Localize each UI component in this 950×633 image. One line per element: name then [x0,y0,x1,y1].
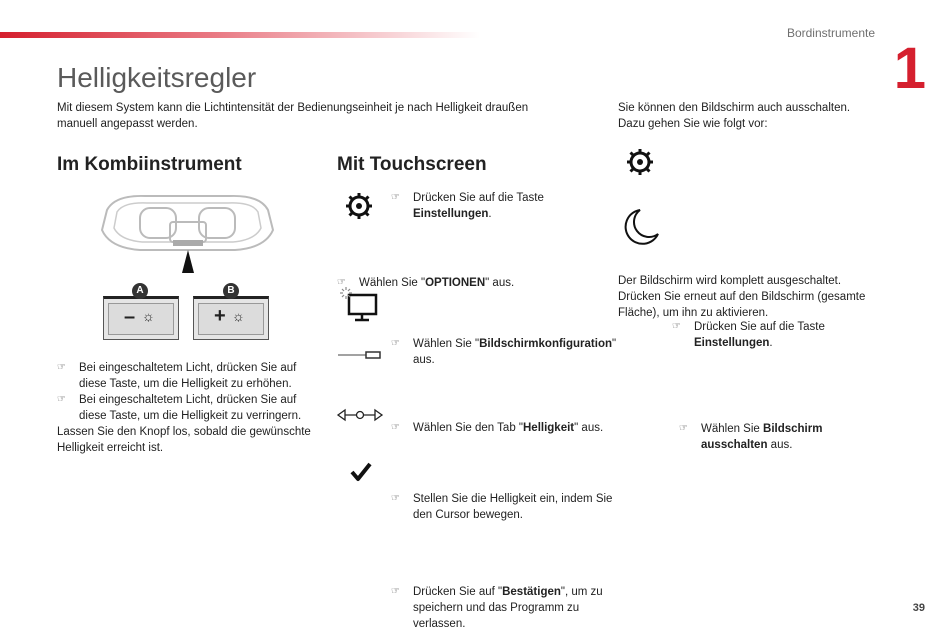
touch-step-5 [391,491,618,523]
sun-icon: ☼ [142,308,155,324]
slider-tab-icon [338,350,382,360]
label-b: B [223,283,239,299]
button-b [193,296,269,340]
touch-step-6 [391,584,613,632]
gear-icon [626,148,654,176]
hand-pointer-icon: ☞ [391,586,400,597]
cursor-slider-icon [336,407,384,423]
gear-icon [345,192,373,220]
button-a [103,296,179,340]
bullet-text: Bei eingeschaltetem Licht, drücken Sie auf diese Taste, um die Helligkeit zu verringern. [79,394,302,422]
step-bold-text: Einstellungen [694,337,770,349]
page-title: Helligkeitsregler [57,62,257,93]
list-item [57,392,315,424]
header-accent-bar [0,32,480,38]
checkmark-icon [350,462,372,482]
page-number: 39 [912,602,925,614]
screen-off-step-2 [679,421,871,453]
screen-off-outro: Der Bildschirm wird komplett ausgeschaltet. Drücken Sie erneut auf den Bildschirm (gesamte Fläche), um ihn zu aktivieren. [618,275,866,319]
touch-step-4 [391,420,618,436]
hand-pointer-icon: ☞ [391,493,400,504]
step-text: " aus. [485,277,515,289]
moon-icon [624,208,660,246]
hand-pointer-icon: ☞ [391,422,400,433]
touch-step-1 [391,190,613,222]
hand-pointer-icon: ☞ [337,277,346,288]
step-text: Drücken Sie auf die Taste [413,192,544,204]
heading-touchscreen: Mit Touchscreen [337,154,487,175]
touch-step-3 [391,336,618,368]
instrument-cluster-illustration [95,190,280,280]
step-text: Drücken Sie auf die Taste [694,321,825,333]
step-bold-text: Helligkeit [523,422,575,434]
hand-pointer-icon: ☞ [679,423,688,434]
hand-pointer-icon: ☞ [57,394,66,405]
minus-symbol: – [124,306,136,328]
hand-pointer-icon: ☞ [672,321,681,332]
step-text: . [488,208,492,220]
step-text: Wählen Sie " [359,277,426,289]
step-text: Stellen Sie die Helligkeit ein, indem Sie den Cursor bewegen. [413,493,613,521]
step-bold-text: Bestätigen [502,586,561,598]
chapter-number: 1 [893,36,926,101]
step-text: aus. [767,439,793,451]
bullet-text: Bei eingeschaltetem Licht, drücken Sie auf diese Taste, um die Helligkeit zu erhöhen. [79,362,297,390]
plus-symbol: + [214,305,226,327]
note-text: Lassen Sie den Knopf los, sobald die gewünschte Helligkeit erreicht ist. [57,426,311,454]
step-text: Wählen Sie den Tab " [413,422,523,434]
sun-icon: ☼ [232,308,245,324]
step-text: " aus. [574,422,604,434]
step-text: ", um zu speichern und das Programm zu verlassen. [413,586,603,630]
step-text: . [769,337,773,349]
section-label: Bordinstrumente [786,26,875,40]
intro-paragraph: Mit diesem System kann die Lichtintensität der Bedienungseinheit je nach Helligkeit draußen manuell angepasst werden. [57,102,529,130]
hand-pointer-icon: ☞ [391,338,400,349]
step-text: Wählen Sie " [413,338,480,350]
screen-off-intro: Sie können den Bildschirm auch ausschalten. Dazu gehen Sie wie folgt vor: [618,102,851,130]
step-bold-text: Bildschirm ausschalten [701,423,823,451]
step-bold-text: Bildschirmkonfiguration [479,338,612,350]
screen-off-step-1 [672,319,894,351]
step-text: " aus. [413,338,617,366]
label-a: A [132,283,148,299]
step-bold-text: Einstellungen [413,208,489,220]
monitor-brightness-icon [340,287,380,323]
hand-pointer-icon: ☞ [57,362,66,373]
step-bold-text: OPTIONEN [425,277,486,289]
step-text: Wählen Sie [701,423,764,435]
step-text: Drücken Sie auf " [413,586,503,598]
list-item [57,360,315,392]
heading-kombiinstrument: Im Kombiinstrument [57,154,242,175]
hand-pointer-icon: ☞ [391,192,400,203]
